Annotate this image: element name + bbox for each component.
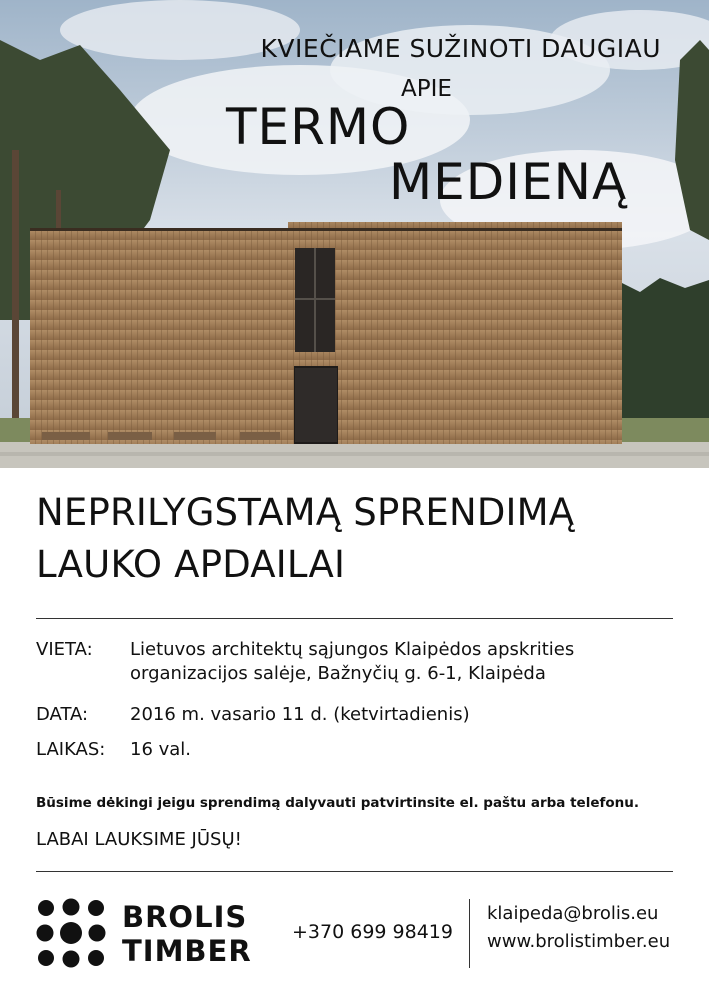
place-value [130, 638, 670, 686]
brand-line2: TIMBER [122, 934, 252, 968]
headline-line1: NEPRILYGSTAMĄ SPRENDIMĄ [36, 491, 575, 534]
place-line1: Lietuvos architektų sąjungos Klaipėdos apskrities [130, 639, 575, 660]
date-label: DATA: [36, 704, 89, 725]
welcome-text: LABAI LAUKSIME JŪSŲ! [36, 829, 242, 850]
rsvp-note: Būsime dėkingi jeigu sprendimą dalyvauti patvirtinsite el. paštu arba telefonu. [36, 795, 639, 811]
hero-title-line1: TERMO [226, 98, 411, 156]
hero-title-line2: MEDIENĄ [389, 153, 628, 211]
time-value: 16 val. [130, 739, 192, 760]
date-value: 2016 m. vasario 11 d. (ketvirtadienis) [130, 704, 470, 725]
footer-divider [469, 899, 470, 968]
hero-about-line: APIE [401, 76, 452, 102]
headline [36, 487, 686, 591]
building-photo-illustration [0, 0, 709, 468]
website-link[interactable]: www.brolistimber.eu [487, 931, 671, 952]
contact-block [487, 900, 670, 956]
hero-invite-line: KVIEČIAME SUŽINOTI DAUGIAU [260, 34, 661, 63]
place-line2: organizacijos salėje, Bažnyčių g. 6-1, Klaipėda [130, 663, 546, 684]
phone-number[interactable]: +370 699 98419 [292, 921, 453, 943]
headline-line2: LAUKO APDAILAI [36, 543, 346, 586]
time-label: LAIKAS: [36, 739, 106, 760]
hero-photo [0, 0, 709, 468]
date-row [36, 703, 676, 727]
divider-bottom [36, 871, 673, 872]
place-row [36, 638, 676, 688]
time-row [36, 738, 676, 762]
divider-top [36, 618, 673, 619]
place-label: VIETA: [36, 639, 93, 660]
brolis-logo-icon [36, 898, 106, 968]
email-link[interactable]: klaipeda@brolis.eu [487, 903, 659, 924]
brand-name [122, 900, 252, 968]
brand-line1: BROLIS [122, 900, 248, 934]
